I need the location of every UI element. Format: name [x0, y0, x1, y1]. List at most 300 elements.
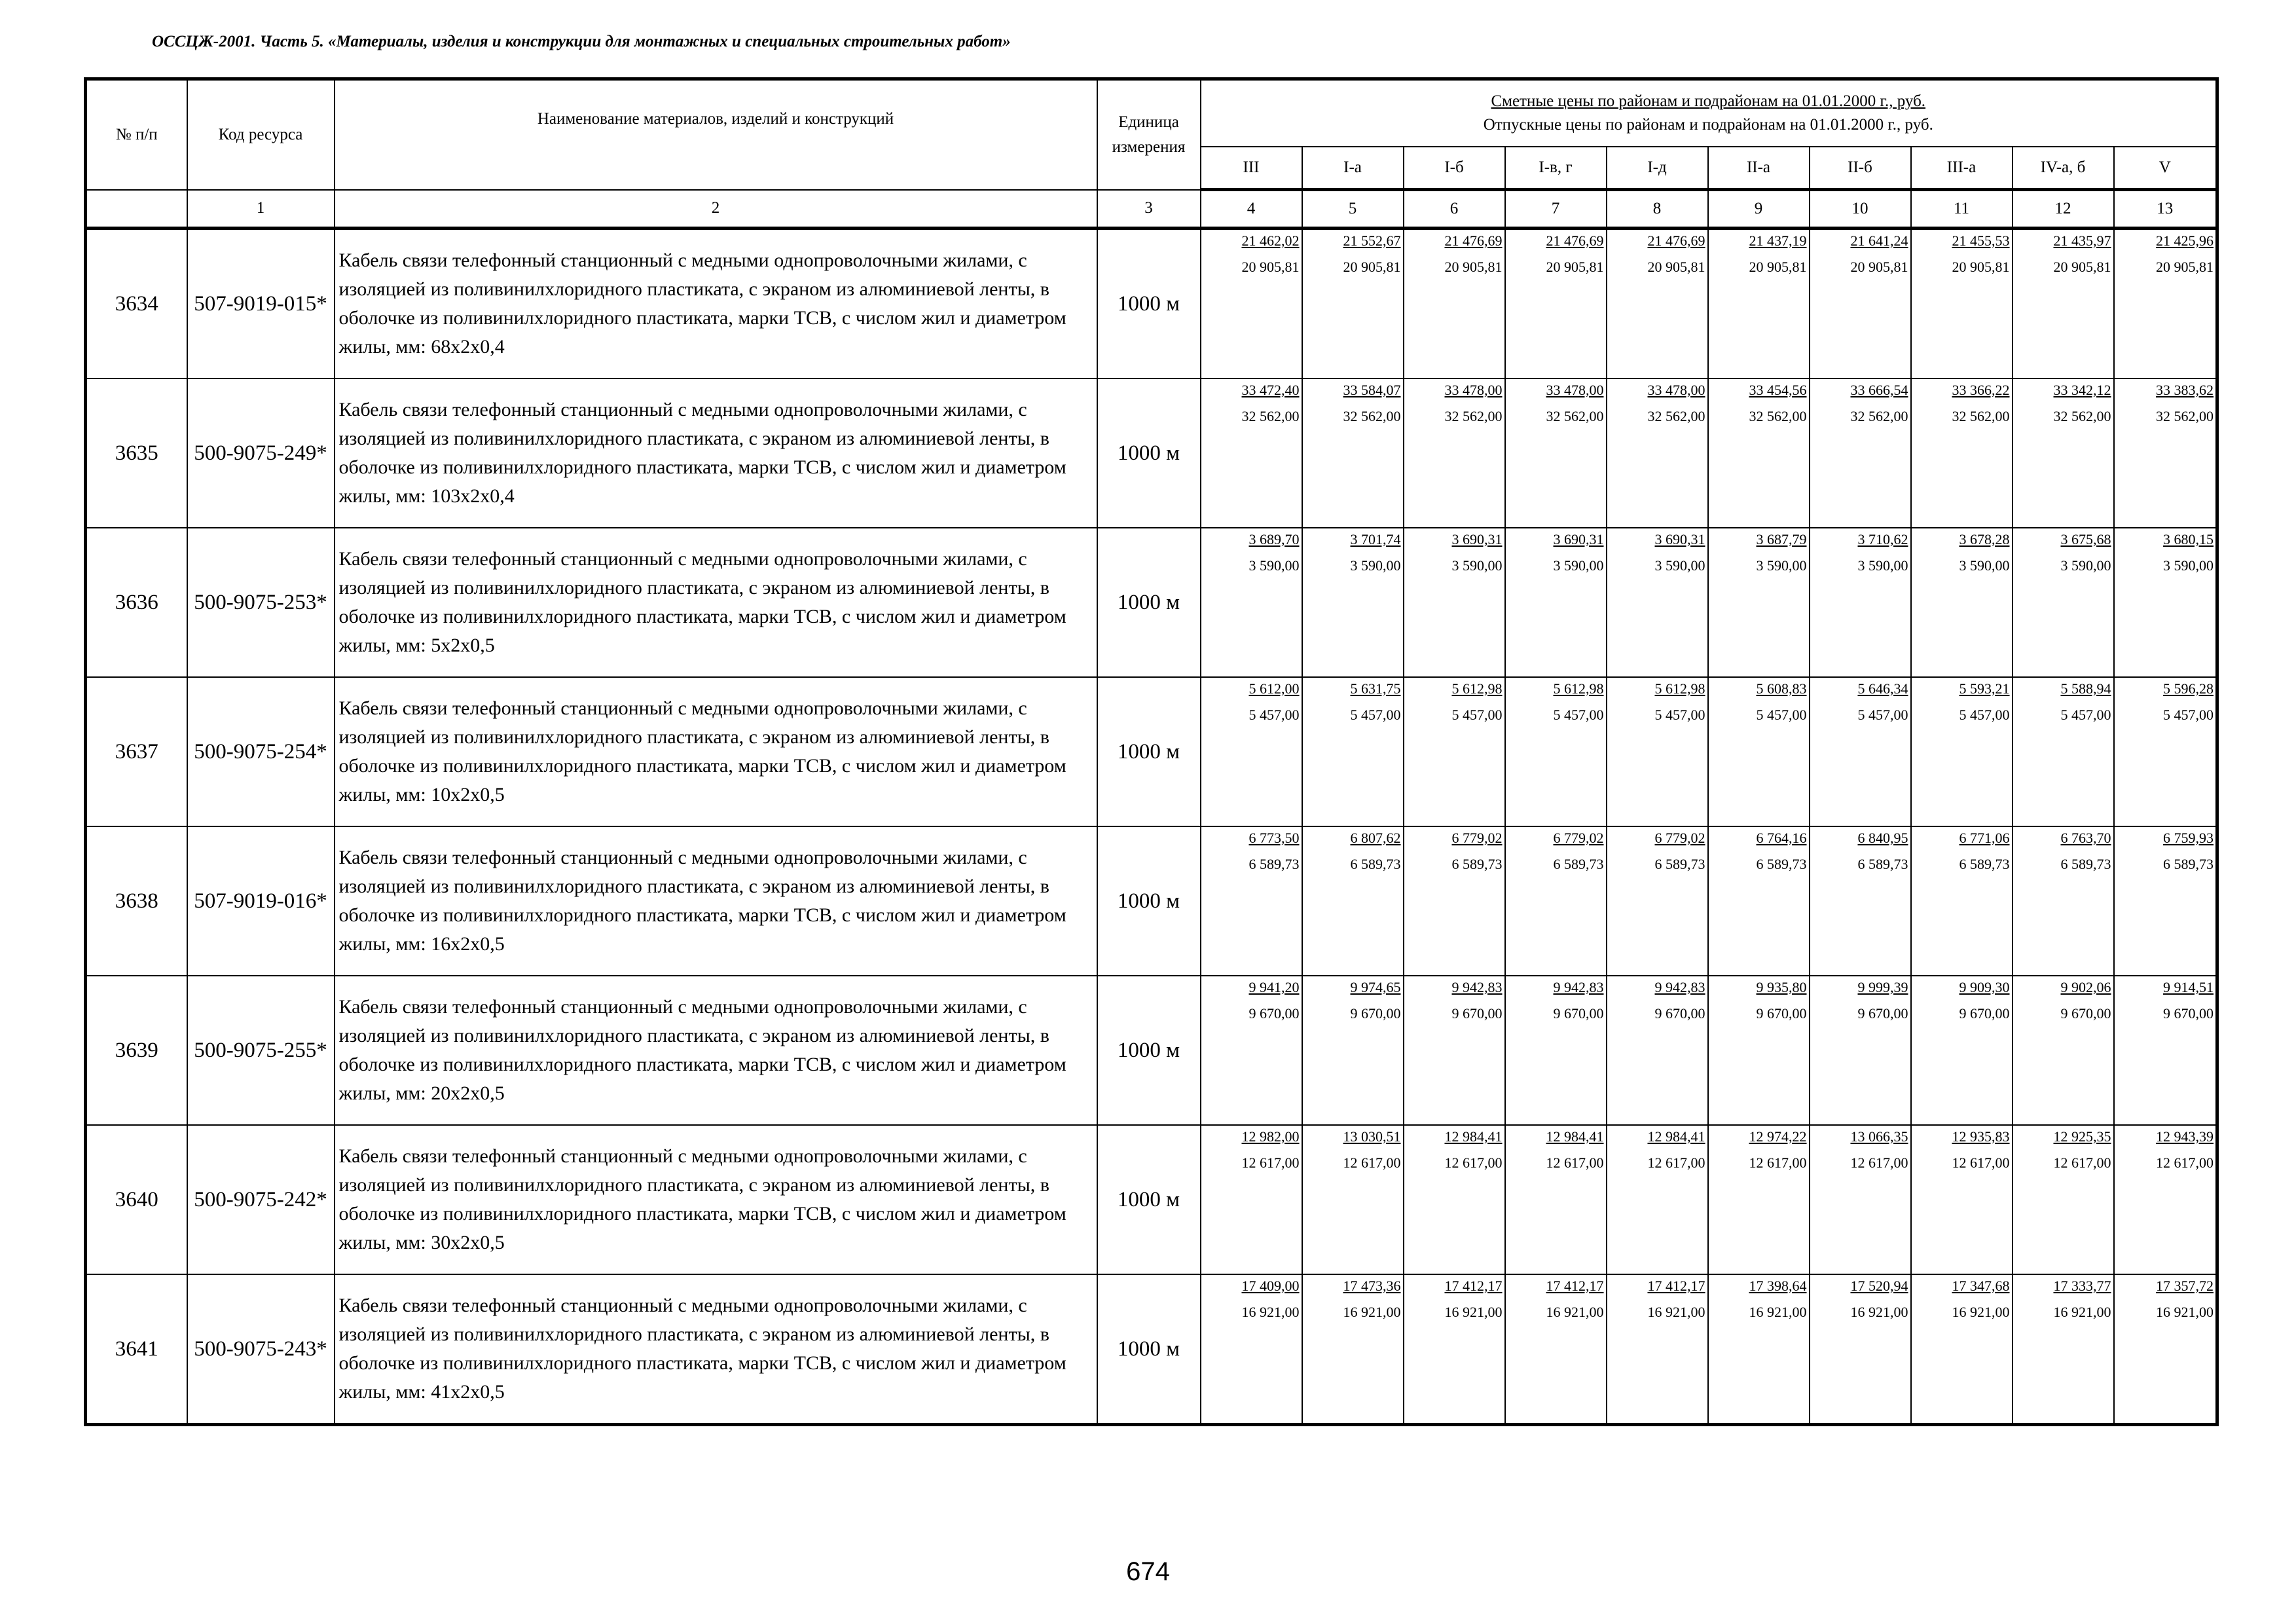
price-cell [1404, 378, 1505, 528]
price-cell [1505, 826, 1607, 976]
column-number: 4 [1201, 190, 1302, 229]
estimate-price: 12 984,41 [1647, 1128, 1705, 1145]
release-price: 3 590,00 [1248, 557, 1300, 574]
item-name: Кабель связи телефонный станционный с медными однопроволочными жилами, с изоляцией из поливинилхлоридного пластиката, с экраном из алюминиевой ленты, в оболочке из поливинилхлоридного пластиката, марки ТСВ, с числом жил и диаметром жилы, мм: 20х2х0,5 [335, 976, 1097, 1125]
release-price: 12 617,00 [1241, 1154, 1300, 1171]
release-price: 16 921,00 [1749, 1304, 1807, 1320]
estimate-price: 9 942,83 [1451, 979, 1503, 995]
resource-code: 500-9075-253* [187, 528, 335, 677]
price-cell [1302, 677, 1404, 826]
estimate-price: 3 690,31 [1654, 531, 1705, 547]
estimate-price: 21 641,24 [1850, 232, 1908, 249]
estimate-price: 3 690,31 [1451, 531, 1503, 547]
estimate-price: 6 779,02 [1654, 830, 1705, 846]
price-cell [2013, 378, 2114, 528]
price-cell [1810, 378, 1911, 528]
estimate-price: 33 666,54 [1850, 382, 1908, 398]
release-price: 9 670,00 [1350, 1005, 1401, 1022]
header-prices-estimate: Сметные цены по районам и подрайонам на 01.01.2000 г., руб. [1491, 92, 1926, 110]
release-price: 16 921,00 [1546, 1304, 1604, 1320]
release-price: 6 589,73 [1451, 856, 1503, 872]
estimate-price: 12 974,22 [1749, 1128, 1807, 1145]
price-cell [1607, 976, 1708, 1125]
price-cell [2013, 826, 2114, 976]
price-cell [1201, 229, 1302, 379]
item-name: Кабель связи телефонный станционный с медными однопроволочными жилами, с изоляцией из поливинилхлоридного пластиката, с экраном из алюминиевой ленты, в оболочке из поливинилхлоридного пластиката, марки ТСВ, с числом жил и диаметром жилы, мм: 10х2х0,5 [335, 677, 1097, 826]
price-cell [2114, 677, 2217, 826]
estimate-price: 33 472,40 [1241, 382, 1300, 398]
header-region: III-а [1911, 147, 2013, 190]
estimate-price: 21 552,67 [1343, 232, 1401, 249]
header-region: II-а [1708, 147, 1810, 190]
price-cell [1810, 528, 1911, 677]
unit: 1000 м [1097, 826, 1201, 976]
unit: 1000 м [1097, 378, 1201, 528]
price-cell [1911, 1274, 2013, 1425]
price-cell [1404, 528, 1505, 677]
estimate-price: 9 902,06 [2060, 979, 2111, 995]
price-cell [1708, 1125, 1810, 1274]
column-number: 1 [187, 190, 335, 229]
release-price: 12 617,00 [1343, 1154, 1401, 1171]
release-price: 16 921,00 [2156, 1304, 2214, 1320]
column-number: 8 [1607, 190, 1708, 229]
release-price: 12 617,00 [1546, 1154, 1604, 1171]
release-price: 6 589,73 [2163, 856, 2214, 872]
release-price: 20 905,81 [1241, 259, 1300, 275]
table-row [86, 528, 2217, 677]
header-region: IV-а, б [2013, 147, 2114, 190]
price-cell [1911, 677, 2013, 826]
estimate-price: 5 612,98 [1451, 680, 1503, 697]
estimate-price: 5 612,98 [1553, 680, 1604, 697]
estimate-price: 12 943,39 [2156, 1128, 2214, 1145]
estimate-price: 6 807,62 [1350, 830, 1401, 846]
estimate-price: 17 398,64 [1749, 1278, 1807, 1294]
release-price: 32 562,00 [1647, 408, 1705, 424]
release-price: 5 457,00 [1654, 707, 1705, 723]
price-cell [1404, 976, 1505, 1125]
estimate-price: 3 689,70 [1248, 531, 1300, 547]
release-price: 9 670,00 [1959, 1005, 2010, 1022]
table-row [86, 229, 2217, 379]
release-price: 6 589,73 [1756, 856, 1807, 872]
price-cell [1505, 976, 1607, 1125]
estimate-price: 9 942,83 [1654, 979, 1705, 995]
release-price: 6 589,73 [1959, 856, 2010, 872]
release-price: 3 590,00 [1350, 557, 1401, 574]
price-cell [1708, 528, 1810, 677]
price-cell [1302, 976, 1404, 1125]
price-cell [1302, 229, 1404, 379]
price-cell [1302, 1125, 1404, 1274]
estimate-price: 33 584,07 [1343, 382, 1401, 398]
resource-code: 500-9075-254* [187, 677, 335, 826]
price-cell [1201, 976, 1302, 1125]
price-cell [1505, 677, 1607, 826]
unit: 1000 м [1097, 976, 1201, 1125]
release-price: 12 617,00 [1749, 1154, 1807, 1171]
unit: 1000 м [1097, 229, 1201, 379]
release-price: 16 921,00 [1647, 1304, 1705, 1320]
release-price: 3 590,00 [1959, 557, 2010, 574]
release-price: 9 670,00 [1451, 1005, 1503, 1022]
price-cell [1911, 378, 2013, 528]
header-region: I-а [1302, 147, 1404, 190]
price-cell [1201, 1274, 1302, 1425]
estimate-price: 21 435,97 [2053, 232, 2111, 249]
estimate-price: 33 478,00 [1647, 382, 1705, 398]
release-price: 20 905,81 [1343, 259, 1401, 275]
unit: 1000 м [1097, 1125, 1201, 1274]
release-price: 12 617,00 [2053, 1154, 2111, 1171]
estimate-price: 3 687,79 [1756, 531, 1807, 547]
release-price: 16 921,00 [1444, 1304, 1503, 1320]
estimate-price: 3 710,62 [1857, 531, 1908, 547]
price-cell [1302, 1274, 1404, 1425]
estimate-price: 17 412,17 [1546, 1278, 1604, 1294]
estimate-price: 9 941,20 [1248, 979, 1300, 995]
price-table [84, 77, 2219, 1426]
page-number: 674 [1126, 1557, 1170, 1586]
estimate-price: 3 675,68 [2060, 531, 2111, 547]
estimate-price: 6 779,02 [1553, 830, 1604, 846]
estimate-price: 12 982,00 [1241, 1128, 1300, 1145]
price-cell [1505, 528, 1607, 677]
release-price: 20 905,81 [1444, 259, 1503, 275]
release-price: 5 457,00 [1959, 707, 2010, 723]
release-price: 20 905,81 [1952, 259, 2010, 275]
estimate-price: 6 759,93 [2163, 830, 2214, 846]
estimate-price: 5 631,75 [1350, 680, 1401, 697]
estimate-price: 13 030,51 [1343, 1128, 1401, 1145]
estimate-price: 17 412,17 [1444, 1278, 1503, 1294]
header-name: Наименование материалов, изделий и конструкций [335, 79, 1097, 190]
header-region: III [1201, 147, 1302, 190]
estimate-price: 21 476,69 [1444, 232, 1503, 249]
column-number: 6 [1404, 190, 1505, 229]
header-prices-release: Отпускные цены по районам и подрайонам на 01.01.2000 г., руб. [1483, 116, 1933, 134]
estimate-price: 5 612,00 [1248, 680, 1300, 697]
price-cell [1607, 229, 1708, 379]
header-no: № п/п [86, 79, 187, 190]
release-price: 16 921,00 [1850, 1304, 1908, 1320]
document-header: ОССЦЖ-2001. Часть 5. «Материалы, изделия и конструкции для монтажных и специальных строительных работ» [152, 33, 1011, 50]
release-price: 32 562,00 [1241, 408, 1300, 424]
release-price: 3 590,00 [1756, 557, 1807, 574]
estimate-price: 9 935,80 [1756, 979, 1807, 995]
price-cell [1810, 229, 1911, 379]
column-number: 10 [1810, 190, 1911, 229]
estimate-price: 5 612,98 [1654, 680, 1705, 697]
row-number: 3639 [86, 976, 187, 1125]
price-cell [1201, 1125, 1302, 1274]
release-price: 3 590,00 [1654, 557, 1705, 574]
price-cell [1607, 677, 1708, 826]
estimate-price: 9 914,51 [2163, 979, 2214, 995]
estimate-price: 6 763,70 [2060, 830, 2111, 846]
price-cell [2013, 229, 2114, 379]
resource-code: 500-9075-249* [187, 378, 335, 528]
estimate-price: 6 771,06 [1959, 830, 2010, 846]
header-prices [1201, 79, 2217, 147]
release-price: 5 457,00 [1553, 707, 1604, 723]
price-cell [2114, 976, 2217, 1125]
estimate-price: 33 342,12 [2053, 382, 2111, 398]
estimate-price: 6 773,50 [1248, 830, 1300, 846]
header-unit: Единица измерения [1097, 79, 1201, 190]
release-price: 12 617,00 [1850, 1154, 1908, 1171]
estimate-price: 13 066,35 [1850, 1128, 1908, 1145]
release-price: 5 457,00 [1350, 707, 1401, 723]
release-price: 3 590,00 [2163, 557, 2214, 574]
price-cell [1708, 826, 1810, 976]
price-cell [1505, 229, 1607, 379]
price-cell [1505, 1125, 1607, 1274]
price-cell [1708, 1274, 1810, 1425]
header-region: II-б [1810, 147, 1911, 190]
row-number: 3640 [86, 1125, 187, 1274]
estimate-price: 33 383,62 [2156, 382, 2214, 398]
release-price: 5 457,00 [1756, 707, 1807, 723]
price-cell [1708, 378, 1810, 528]
table-row [86, 1125, 2217, 1274]
row-number: 3636 [86, 528, 187, 677]
release-price: 20 905,81 [1749, 259, 1807, 275]
price-cell [2013, 1125, 2114, 1274]
price-cell [1708, 229, 1810, 379]
release-price: 32 562,00 [1343, 408, 1401, 424]
row-number: 3637 [86, 677, 187, 826]
estimate-price: 33 454,56 [1749, 382, 1807, 398]
header-region: I-в, г [1505, 147, 1607, 190]
price-cell [2114, 528, 2217, 677]
estimate-price: 9 974,65 [1350, 979, 1401, 995]
price-cell [1201, 826, 1302, 976]
column-number: 3 [1097, 190, 1201, 229]
estimate-price: 21 425,96 [2156, 232, 2214, 249]
release-price: 20 905,81 [2156, 259, 2214, 275]
unit: 1000 м [1097, 677, 1201, 826]
price-cell [1810, 677, 1911, 826]
price-cell [1708, 976, 1810, 1125]
unit: 1000 м [1097, 1274, 1201, 1425]
resource-code: 500-9075-255* [187, 976, 335, 1125]
estimate-price: 6 779,02 [1451, 830, 1503, 846]
release-price: 12 617,00 [1444, 1154, 1503, 1171]
table-row [86, 677, 2217, 826]
release-price: 32 562,00 [1850, 408, 1908, 424]
price-cell [1404, 826, 1505, 976]
price-cell [1708, 677, 1810, 826]
release-price: 9 670,00 [2163, 1005, 2214, 1022]
release-price: 6 589,73 [1248, 856, 1300, 872]
release-price: 6 589,73 [2060, 856, 2111, 872]
release-price: 20 905,81 [1546, 259, 1604, 275]
column-number: 2 [335, 190, 1097, 229]
release-price: 20 905,81 [2053, 259, 2111, 275]
estimate-price: 3 680,15 [2163, 531, 2214, 547]
price-cell [2013, 976, 2114, 1125]
header-region: V [2114, 147, 2217, 190]
release-price: 3 590,00 [1451, 557, 1503, 574]
estimate-price: 21 476,69 [1647, 232, 1705, 249]
release-price: 6 589,73 [1350, 856, 1401, 872]
price-cell [2114, 1274, 2217, 1425]
estimate-price: 3 678,28 [1959, 531, 2010, 547]
release-price: 3 590,00 [1857, 557, 1908, 574]
estimate-price: 5 596,28 [2163, 680, 2214, 697]
table-row [86, 378, 2217, 528]
price-cell [1607, 528, 1708, 677]
item-name: Кабель связи телефонный станционный с медными однопроволочными жилами, с изоляцией из поливинилхлоридного пластиката, с экраном из алюминиевой ленты, в оболочке из поливинилхлоридного пластиката, марки ТСВ, с числом жил и диаметром жилы, мм: 16х2х0,5 [335, 826, 1097, 976]
price-cell [1302, 378, 1404, 528]
estimate-price: 12 984,41 [1546, 1128, 1604, 1145]
price-cell [1810, 826, 1911, 976]
release-price: 32 562,00 [1546, 408, 1604, 424]
column-number: 13 [2114, 190, 2217, 229]
release-price: 9 670,00 [1654, 1005, 1705, 1022]
release-price: 3 590,00 [1553, 557, 1604, 574]
estimate-price: 17 520,94 [1850, 1278, 1908, 1294]
column-number: 5 [1302, 190, 1404, 229]
price-cell [1911, 528, 2013, 677]
price-cell [1404, 677, 1505, 826]
estimate-price: 6 840,95 [1857, 830, 1908, 846]
price-cell [1810, 976, 1911, 1125]
table-row [86, 976, 2217, 1125]
row-number: 3634 [86, 229, 187, 379]
price-cell [1607, 378, 1708, 528]
row-number: 3638 [86, 826, 187, 976]
price-cell [1810, 1274, 1911, 1425]
release-price: 9 670,00 [2060, 1005, 2111, 1022]
estimate-price: 9 942,83 [1553, 979, 1604, 995]
estimate-price: 17 412,17 [1647, 1278, 1705, 1294]
price-cell [1607, 1125, 1708, 1274]
column-numbers-row [86, 190, 2217, 229]
release-price: 9 670,00 [1756, 1005, 1807, 1022]
column-number: 7 [1505, 190, 1607, 229]
release-price: 32 562,00 [1444, 408, 1503, 424]
estimate-price: 5 646,34 [1857, 680, 1908, 697]
release-price: 9 670,00 [1553, 1005, 1604, 1022]
price-cell [1505, 1274, 1607, 1425]
estimate-price: 21 455,53 [1952, 232, 2010, 249]
unit: 1000 м [1097, 528, 1201, 677]
release-price: 6 589,73 [1857, 856, 1908, 872]
price-cell [2114, 378, 2217, 528]
estimate-price: 12 935,83 [1952, 1128, 2010, 1145]
row-number: 3641 [86, 1274, 187, 1425]
resource-code: 507-9019-016* [187, 826, 335, 976]
release-price: 16 921,00 [1241, 1304, 1300, 1320]
column-number: 9 [1708, 190, 1810, 229]
price-cell [1911, 976, 2013, 1125]
release-price: 5 457,00 [1857, 707, 1908, 723]
price-cell [2013, 528, 2114, 677]
item-name: Кабель связи телефонный станционный с медными однопроволочными жилами, с изоляцией из поливинилхлоридного пластиката, с экраном из алюминиевой ленты, в оболочке из поливинилхлоридного пластиката, марки ТСВ, с числом жил и диаметром жилы, мм: 5х2х0,5 [335, 528, 1097, 677]
release-price: 5 457,00 [2163, 707, 2214, 723]
header-row-1 [86, 79, 2217, 147]
price-cell [1404, 1274, 1505, 1425]
estimate-price: 3 701,74 [1350, 531, 1401, 547]
estimate-price: 17 473,36 [1343, 1278, 1401, 1294]
price-cell [2013, 677, 2114, 826]
release-price: 20 905,81 [1647, 259, 1705, 275]
estimate-price: 17 333,77 [2053, 1278, 2111, 1294]
release-price: 16 921,00 [1952, 1304, 2010, 1320]
table-row [86, 826, 2217, 976]
price-cell [1911, 1125, 2013, 1274]
table-row [86, 1274, 2217, 1425]
release-price: 32 562,00 [1749, 408, 1807, 424]
price-cell [1607, 826, 1708, 976]
estimate-price: 21 437,19 [1749, 232, 1807, 249]
price-cell [2114, 1125, 2217, 1274]
price-cell [1302, 826, 1404, 976]
header-region: I-б [1404, 147, 1505, 190]
price-cell [1911, 826, 2013, 976]
price-cell [1911, 229, 2013, 379]
estimate-price: 17 347,68 [1952, 1278, 2010, 1294]
estimate-price: 12 925,35 [2053, 1128, 2111, 1145]
release-price: 12 617,00 [1647, 1154, 1705, 1171]
release-price: 32 562,00 [2053, 408, 2111, 424]
release-price: 12 617,00 [2156, 1154, 2214, 1171]
release-price: 3 590,00 [2060, 557, 2111, 574]
release-price: 9 670,00 [1248, 1005, 1300, 1022]
item-name: Кабель связи телефонный станционный с медными однопроволочными жилами, с изоляцией из поливинилхлоридного пластиката, с экраном из алюминиевой ленты, в оболочке из поливинилхлоридного пластиката, марки ТСВ, с числом жил и диаметром жилы, мм: 68х2х0,4 [335, 229, 1097, 379]
estimate-price: 5 588,94 [2060, 680, 2111, 697]
release-price: 32 562,00 [2156, 408, 2214, 424]
resource-code: 507-9019-015* [187, 229, 335, 379]
item-name: Кабель связи телефонный станционный с медными однопроволочными жилами, с изоляцией из поливинилхлоридного пластиката, с экраном из алюминиевой ленты, в оболочке из поливинилхлоридного пластиката, марки ТСВ, с числом жил и диаметром жилы, мм: 30х2х0,5 [335, 1125, 1097, 1274]
estimate-price: 33 478,00 [1444, 382, 1503, 398]
column-number-blank [86, 190, 187, 229]
header-code: Код ресурса [187, 79, 335, 190]
release-price: 20 905,81 [1850, 259, 1908, 275]
estimate-price: 6 764,16 [1756, 830, 1807, 846]
price-cell [1404, 1125, 1505, 1274]
row-number: 3635 [86, 378, 187, 528]
resource-code: 500-9075-243* [187, 1274, 335, 1425]
price-cell [2114, 229, 2217, 379]
price-cell [1302, 528, 1404, 677]
estimate-price: 17 409,00 [1241, 1278, 1300, 1294]
header-region: I-д [1607, 147, 1708, 190]
release-price: 6 589,73 [1553, 856, 1604, 872]
release-price: 16 921,00 [1343, 1304, 1401, 1320]
estimate-price: 33 366,22 [1952, 382, 2010, 398]
estimate-price: 17 357,72 [2156, 1278, 2214, 1294]
column-number: 11 [1911, 190, 2013, 229]
price-cell [1505, 378, 1607, 528]
release-price: 12 617,00 [1952, 1154, 2010, 1171]
estimate-price: 3 690,31 [1553, 531, 1604, 547]
release-price: 6 589,73 [1654, 856, 1705, 872]
release-price: 32 562,00 [1952, 408, 2010, 424]
price-cell [1201, 378, 1302, 528]
release-price: 5 457,00 [1248, 707, 1300, 723]
estimate-price: 5 608,83 [1756, 680, 1807, 697]
estimate-price: 5 593,21 [1959, 680, 2010, 697]
estimate-price: 12 984,41 [1444, 1128, 1503, 1145]
estimate-price: 21 462,02 [1241, 232, 1300, 249]
release-price: 5 457,00 [1451, 707, 1503, 723]
price-cell [1810, 1125, 1911, 1274]
estimate-price: 9 999,39 [1857, 979, 1908, 995]
